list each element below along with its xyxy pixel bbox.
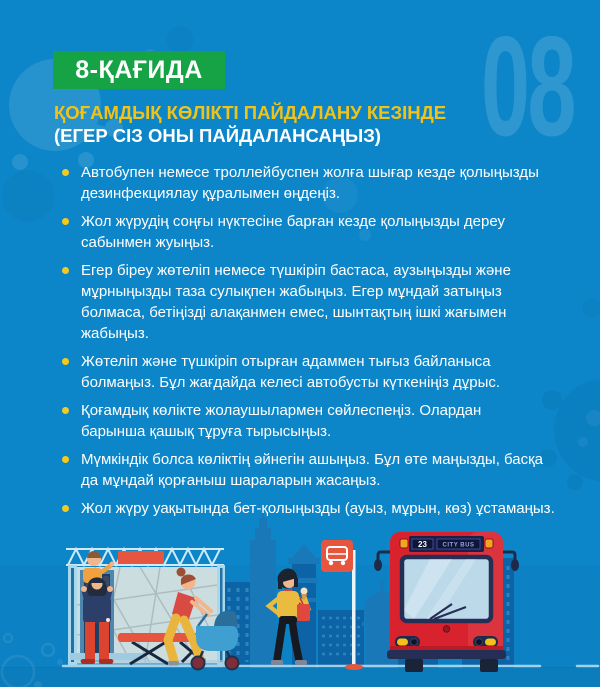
bus-emblem [443, 626, 449, 632]
rule-item [62, 351, 560, 393]
rule-text: Жөтеліп және түшкіріп отырған адаммен тығыз байланыса болмаңыз. Бұл жағдайда келесі автобусты күткеніңіз дұрыс. [81, 353, 501, 391]
rule-item [62, 449, 560, 491]
bus-stop-illustration [0, 510, 600, 687]
bus-sign-text: CITY BUS [442, 542, 475, 549]
bullet-dot-icon [62, 358, 69, 365]
rule-text: Егер біреу жөтеліп немесе түшкіріп бастаса, аузыңызды және мұрныңызды таза сулықпен жабыңыз. Егер мұндай затыңыз болмаса, бетіңізді алақанмен емес, шынтақтың ішкі жағымен жабыңыз. [81, 262, 511, 342]
ground [0, 667, 600, 687]
bullet-dot-icon [62, 218, 69, 225]
rule-text: Жол жүрудің соңғы нүктесіне барған кезде қолыңызды дереу сабынмен жуыңыз. [81, 213, 506, 251]
rule-number-badge [53, 51, 225, 89]
bus-wheel [480, 659, 498, 672]
city-bus [374, 532, 519, 672]
shelter-roof-sign [118, 551, 164, 564]
bullet-dot-icon [62, 505, 69, 512]
rule-text: Мүмкіндік болса көліктің әйнегін ашыңыз. Бұл өте маңызды, басқа да мұндай қорғаныш шараларын жасаңыз. [81, 451, 544, 489]
bus-bumper [387, 650, 506, 659]
bullet-dot-icon [62, 169, 69, 176]
bullet-dot-icon [62, 407, 69, 414]
bullet-dot-icon [62, 267, 69, 274]
sign-plate [321, 540, 353, 572]
rule-item [62, 211, 513, 253]
blob-decor [166, 26, 194, 54]
sign-base [345, 664, 363, 670]
rule-item [62, 260, 560, 344]
handbag [297, 604, 310, 621]
title-line-1: ҚОҒАМДЫҚ КӨЛІКТІ ПАЙДАЛАНУ КЕЗІНДЕ [54, 102, 447, 123]
bus-route-number: 23 [418, 540, 427, 549]
rule-number-badge-label: 8-ҚАҒИДА [75, 55, 203, 84]
rule-text: Қоғамдық көлікте жолаушылармен сөйлеспеңіз. Олардан барынша қашық тұруға тырысыңыз. [81, 402, 482, 440]
blob-decor [2, 170, 54, 222]
rule-text: Автобупен немесе троллейбуспен жолға шығар кезде қолыңызды дезинфекциялау құралымен өңдеңіз. [81, 164, 539, 202]
bullet-dot-icon [62, 456, 69, 463]
rule-item [62, 162, 560, 204]
title-line-2: (ЕГЕР СІЗ ОНЫ ПАЙДАЛАНСАҢЫЗ) [54, 125, 381, 146]
rule-item [62, 498, 560, 519]
rule-item [62, 400, 541, 442]
rules-list [62, 162, 560, 526]
watermark-number: 08 [481, 7, 574, 166]
rule-text: Жол жүру уақытында бет-қолыңызды (ауыз, мұрын, көз) ұстамаңыз. [81, 500, 555, 517]
page-title [54, 101, 554, 147]
blob-decor [582, 298, 600, 318]
bus-wheel [405, 659, 423, 672]
